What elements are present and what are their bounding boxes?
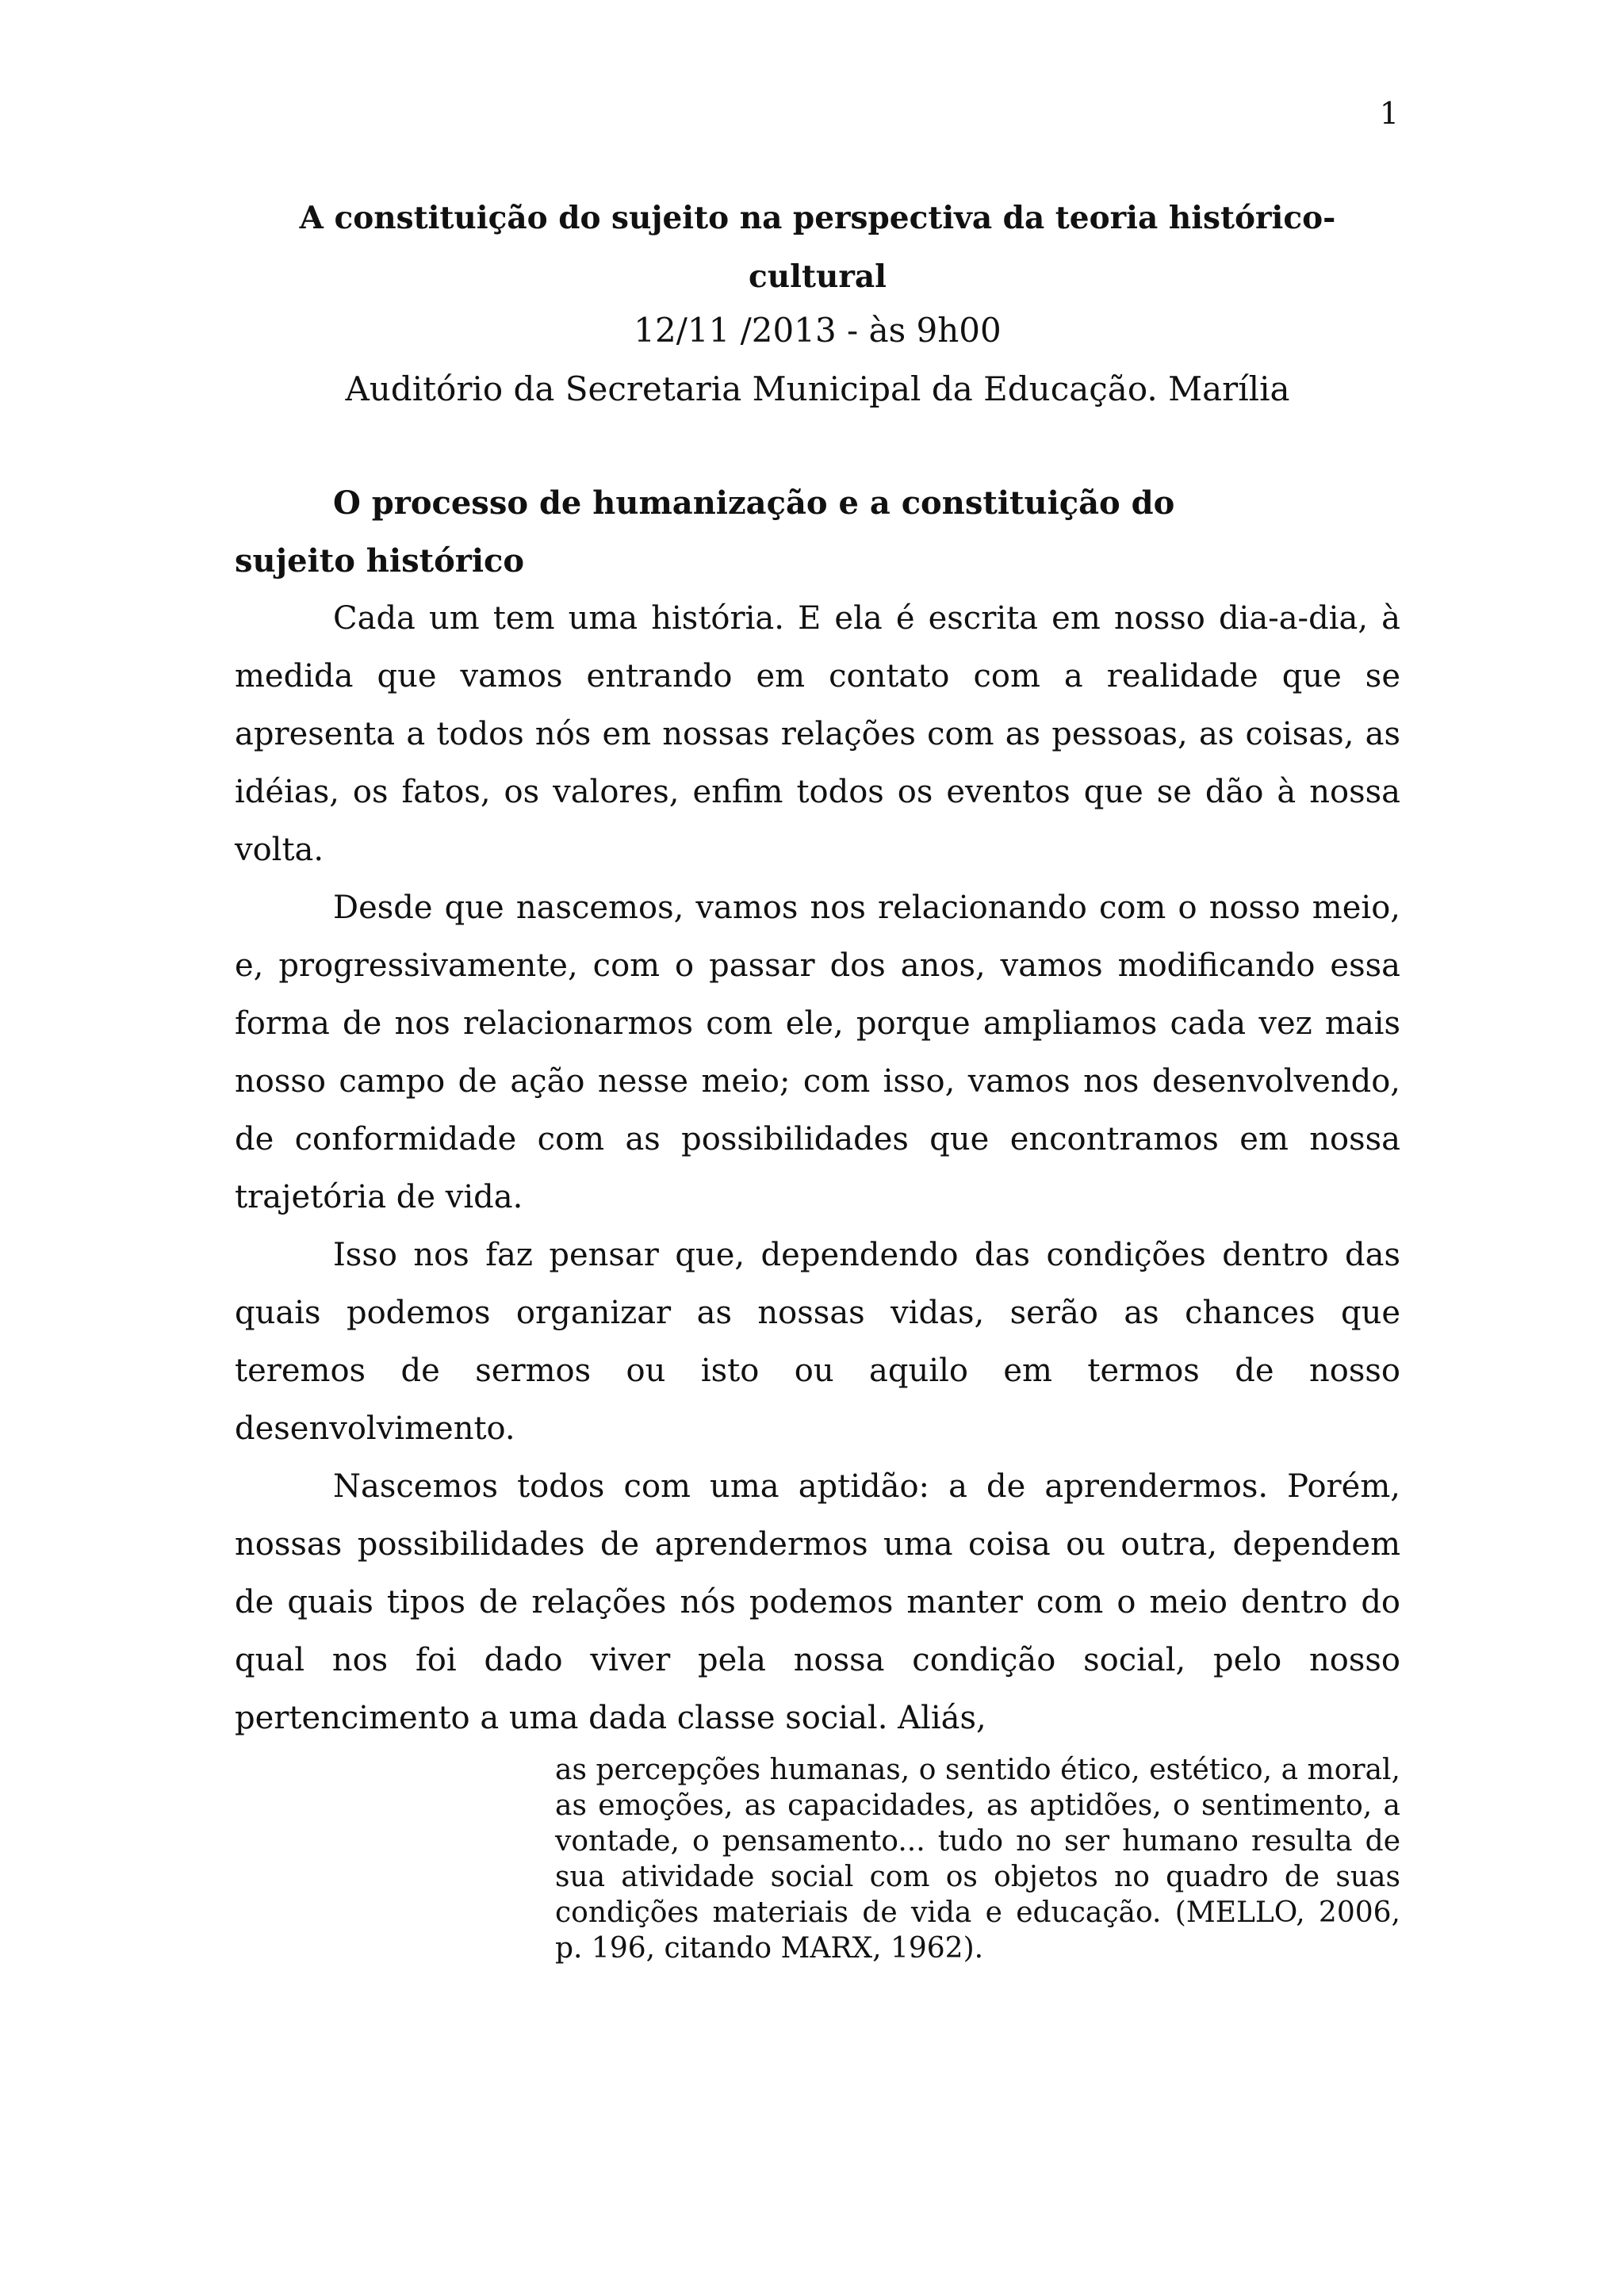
paragraph-4: Nascemos todos com uma aptidão: a de aprendermos. Porém, nossas possibilidades de aprendermos uma coisa ou outra, dependem de quais tipos de relações nós podemos manter com o meio dentro do qual nos foi dado viver pela nossa condição social, pelo nosso pertencimento a uma dada classe social. Aliás, xyxy=(235,1468,1400,1736)
paragraph-2: Desde que nascemos, vamos nos relacionando com o nosso meio, e, progressivamente, com o passar dos anos, vamos modificando essa forma de nos relacionarmos com ele, porque ampliamos cada vez mais nosso campo de ação nesse meio; com isso, vamos nos desenvolvendo, de conformidade com as possibilidades que encontramos em nossa trajetória de vida. xyxy=(235,890,1400,1215)
page-number: 1 xyxy=(1379,96,1399,131)
paragraph-1: Cada um tem uma história. E ela é escrita em nosso dia-a-dia, à medida que vamos entrando em contato com a realidade que se apresenta a todos nós em nossas relações com as pessoas, as coisas, as idéias, os fatos, os valores, enfim todos os eventos que se dão à nossa volta. xyxy=(235,600,1400,868)
paragraph-3: Isso nos faz pensar que, dependendo das condições dentro das quais podemos organizar as nossas vidas, serão as chances que teremos de sermos ou isto ou aquilo em termos de nosso desenvolvimento. xyxy=(235,1237,1400,1447)
block-quote: as percepções humanas, o sentido ético, estético, a moral, as emoções, as capacidades, as aptidões, o sentimento, a vontade, o pensamento... tudo no ser humano resulta de sua atividade social com os objetos no quadro de suas condições materiais de vida e educação. (MELLO, 2006, p. 196, citando MARX, 1962). xyxy=(555,1754,1400,1965)
event-venue: Auditório da Secretaria Municipal da Educação. Marília xyxy=(345,369,1290,408)
document-title: A constituição do sujeito na perspectiva da teoria histórico-cultural xyxy=(299,200,1336,295)
event-date: 12/11 /2013 - às 9h00 xyxy=(634,311,1002,350)
document-body xyxy=(235,474,1400,1966)
section-heading: O processo de humanização e a constituição do sujeito histórico xyxy=(235,484,1175,580)
